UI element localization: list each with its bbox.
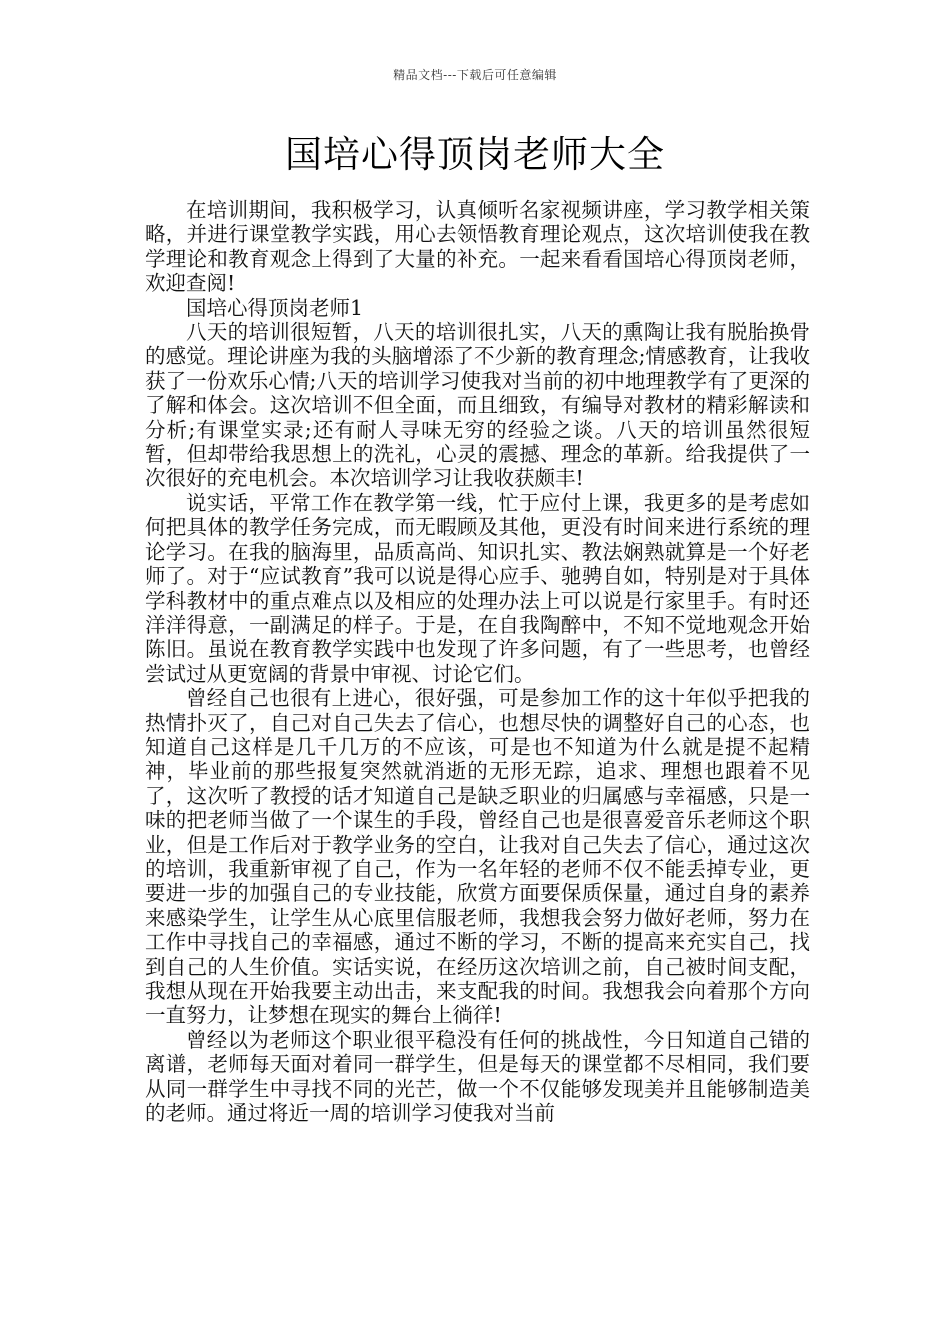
header-note: 精品文档---下载后可任意编辑 [393,68,557,82]
document-title: 国培心得顶岗老师大全 [285,133,665,176]
body-paragraph: 八天的培训很短暂，八天的培训很扎实，八天的熏陶让我有脱胎换骨的感觉。理论讲座为我的头脑增添了不少新的教育理念;情感教育，让我收获了一份欢乐心情;八天的培训学习使我对当前的初中地理教学有了更深的了解和体会。这次培训不但全面，而且细致，有编导对教材的精彩解读和分析;有课堂实录;还有耐人寻味无穷的经验之谈。八天的培训虽然很短暂，但却带给我思想上的洗礼，心灵的震撼、理念的革新。给我提供了一次很好的充电机会。本次培训学习让我收获颇丰! [145,320,810,491]
body-paragraph: 曾经自己也很有上进心，很好强，可是参加工作的这十年似乎把我的热情扑灭了，自己对自己失去了信心，也想尽快的调整好自己的心态，也知道自己这样是几千几万的不应该，可是也不知道为什么就是提不起精神，毕业前的那些报复突然就消逝的无形无踪，追求、理想也跟着不见了，这次听了教授的话才知道自己是缺乏职业的归属感与幸福感，只是一味的把老师当做了一个谋生的手段，曾经自己也是很喜爱音乐老师这个职业，但是工作后对于教学业务的空白，让我对自己失去了信心，通过这次的培训，我重新审视了自己，作为一名年轻的老师不仅不能丢掉专业，更要进一步的加强自己的专业技能，欣赏方面要保质保量，通过自身的素养来感染学生，让学生从心底里信服老师，我想我会努力做好老师，努力在工作中寻找自己的幸福感，通过不断的学习，不断的提高来充实自己，找到自己的人生价值。实话实说，在经历这次培训之前，自己被时间支配，我想从现在开始我要主动出击，来支配我的时间。我想我会向着那个方向一直努力，让梦想在现实的舞台上徜徉! [145,686,810,1028]
section-heading: 国培心得顶岗老师1 [186,295,364,320]
document-body [145,198,810,1125]
intro-paragraph: 在培训期间，我积极学习，认真倾听名家视频讲座，学习教学相关策略，并进行课堂教学实践，用心去领悟教育理论观点，这次培训使我在教学理论和教育观念上得到了大量的补充。一起来看看国培心得顶岗老师，欢迎查阅! [145,198,810,296]
body-paragraph: 曾经以为老师这个职业很平稳没有任何的挑战性，今日知道自己错的离谱，老师每天面对着同一群学生，但是每天的课堂都不尽相同，我们要从同一群学生中寻找不同的光芒，做一个不仅能够发现美并且能够制造美的老师。通过将近一周的培训学习使我对当前 [145,1027,810,1126]
body-paragraph: 说实话，平常工作在教学第一线，忙于应付上课，我更多的是考虑如何把具体的教学任务完成，而无暇顾及其他，更没有时间来进行系统的理论学习。在我的脑海里，品质高尚、知识扎实、教法娴熟就算是一个好老师了。对于“应试教育”我可以说是得心应手、驰骋自如，特别是对于具体学科教材中的重点难点以及相应的处理办法上可以说是行家里手。有时还洋洋得意，一副满足的样子。于是，在自我陶醉中，不知不觉地观念开始陈旧。虽说在教育教学实践中也发现了许多问题，有了一些思考，也曾经尝试过从更宽阔的背景中审视、讨论它们。 [145,490,810,686]
